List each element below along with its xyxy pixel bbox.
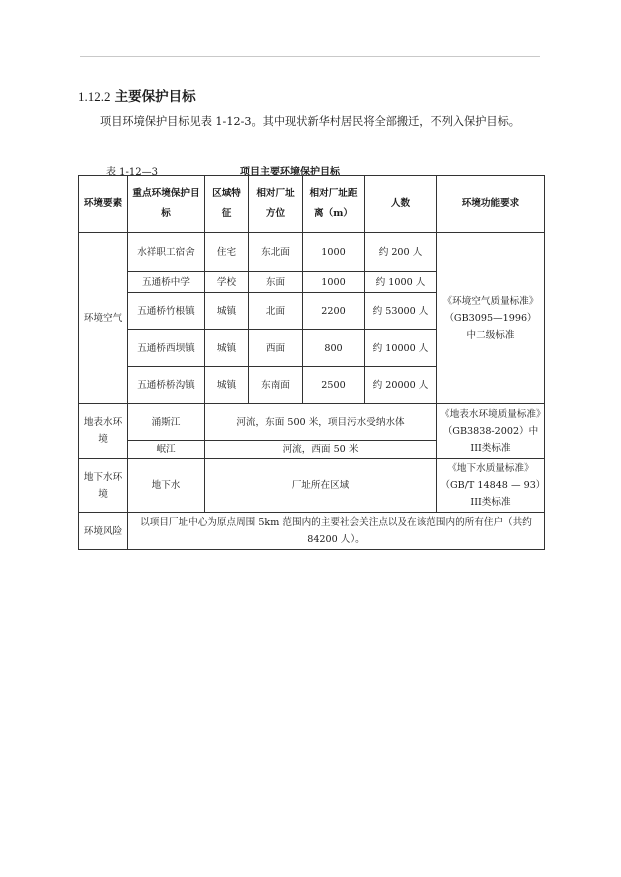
header-cell: 相对厂址方位 [249,176,303,233]
distance-cell: 2200 [303,293,365,330]
region-cell: 城镇 [205,367,249,404]
target-cell: 水祥职工宿舍 [128,233,205,272]
table-row [79,513,545,550]
people-cell: 约 20000 人 [365,367,437,404]
description-cell: 厂址所在区域 [205,459,437,513]
table-title: 项目主要环境保护目标 [240,167,340,178]
direction-cell: 东南面 [249,367,303,404]
header-cell: 环境要素 [79,176,128,233]
header-cell: 人数 [365,176,437,233]
region-cell: 城镇 [205,293,249,330]
table-number: 表 1-12—3 [106,167,159,178]
factor-cell-air: 环境空气 [79,233,128,404]
header-cell: 相对厂址距离（m） [303,176,365,233]
header-rule [80,56,540,57]
section-number: 1.12.2 [78,89,111,104]
factor-cell-risk: 环境风险 [79,513,128,550]
factor-cell-surface-water: 地表水环境 [79,404,128,459]
table-header-row [79,176,545,233]
requirement-cell-surface-water: 《地表水环境质量标准》（GB3838-2002）中III类标准 [437,404,545,459]
people-cell: 约 1000 人 [365,272,437,293]
requirement-cell-groundwater: 《地下水质量标准》（GB/T 14848 — 93）III类标准 [437,459,545,513]
target-cell: 地下水 [128,459,205,513]
section-title: 主要保护目标 [114,89,196,105]
region-cell: 住宅 [205,233,249,272]
distance-cell: 1000 [303,233,365,272]
protection-targets-table [78,175,545,550]
section-heading [78,85,196,105]
direction-cell: 西面 [249,330,303,367]
target-cell: 涌斯江 [128,404,205,441]
people-cell: 约 53000 人 [365,293,437,330]
target-cell: 五通桥竹根镇 [128,293,205,330]
header-cell: 区域特征 [205,176,249,233]
distance-cell: 800 [303,330,365,367]
risk-description-cell: 以项目厂址中心为原点周围 5km 范围内的主要社会关注点以及在该范围内的所有住户（共约 84200 人）。 [128,513,545,550]
direction-cell: 东面 [249,272,303,293]
table-row [79,459,545,513]
direction-cell: 北面 [249,293,303,330]
region-cell: 学校 [205,272,249,293]
region-cell: 城镇 [205,330,249,367]
target-cell: 五通桥中学 [128,272,205,293]
distance-cell: 1000 [303,272,365,293]
people-cell: 约 10000 人 [365,330,437,367]
target-cell: 五通桥西坝镇 [128,330,205,367]
table-row [79,233,545,272]
table-row [79,404,545,441]
target-cell: 五通桥桥沟镇 [128,367,205,404]
intro-paragraph: 项目环境保护目标见表 1-12-3。其中现状新华村居民将全部搬迁，不列入保护目标。 [100,115,520,128]
description-cell: 河流，西面 50 米 [205,441,437,459]
header-cell: 环境功能要求 [437,176,545,233]
distance-cell: 2500 [303,367,365,404]
requirement-cell-air: 《环境空气质量标准》（GB3095—1996）中二级标准 [437,233,545,404]
people-cell: 约 200 人 [365,233,437,272]
direction-cell: 东北面 [249,233,303,272]
target-cell: 岷江 [128,441,205,459]
description-cell: 河流，东面 500 米，项目污水受纳水体 [205,404,437,441]
factor-cell-groundwater: 地下水环境 [79,459,128,513]
header-cell: 重点环境保护目标 [128,176,205,233]
